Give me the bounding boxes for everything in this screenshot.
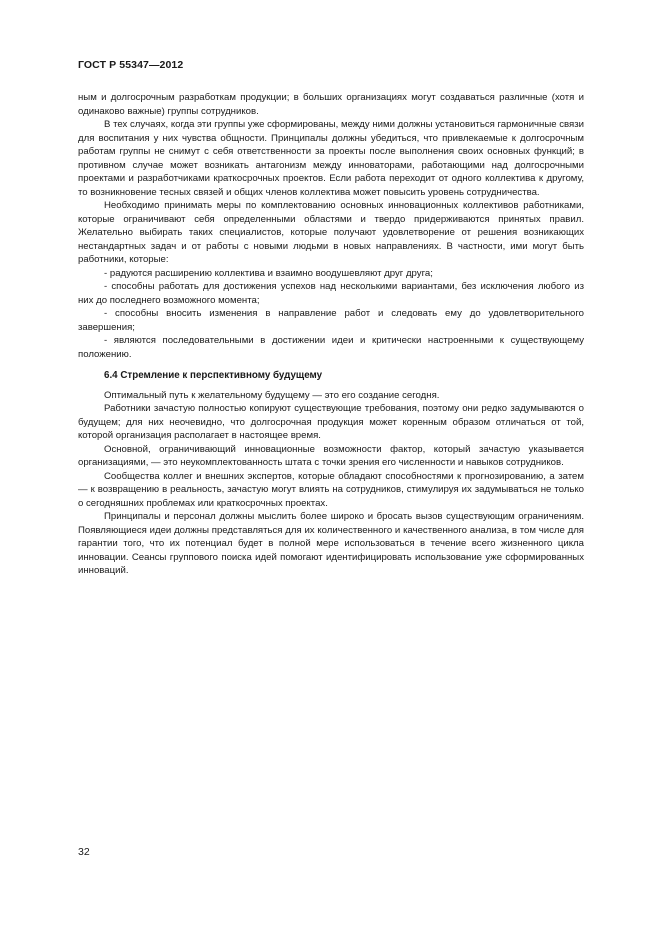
paragraph: Работники зачастую полностью копируют существующие требования, поэтому они редко задумываются о будущем; для них неочевидно, что долгосрочная продукция может коренным образом отличаться от той, которой организация располагает в настоящее время.	[78, 403, 584, 441]
list-item: - радуются расширению коллектива и взаимно воодушевляют друг друга;	[104, 267, 433, 279]
paragraph: Сообщества коллег и внешних экспертов, которые обладают способностями к прогнозированию, а затем — к возвращению в реальность, зачастую могут влиять на сотрудников, стимулируя их задумываться не только о сегодняшних проблемах или краткосрочных проектах.	[78, 470, 584, 509]
paragraph: Необходимо принимать меры по комплектованию основных инновационных коллективов работниками, которые ограничивают себя определенными областями и твердо придерживаются принятых правил. Желательно выбирать таких специалистов, которые получают удовлетворение от решения возникающих нестандартных задач и от работы с новыми людьми в новых направлениях. В частности, ими могут быть работники, которые:	[78, 200, 584, 265]
document-header: ГОСТ Р 55347—2012	[78, 59, 184, 71]
paragraph: Оптимальный путь к желательному будущему — это его создание сегодня.	[104, 389, 440, 401]
list-item: - являются последовательными в достижении идеи и критически настроенными к существующему положению.	[78, 335, 584, 360]
paragraph: Принципалы и персонал должны мыслить более широко и бросать вызов существующим ограничениям. Появляющиеся идеи должны представляться для их количественного и качественного анализа, в том числе для гарантии того, что их потенциал будет в полной мере использоваться в течение всего жизненного цикла инновации. Сеансы группового поиска идей помогают идентифицировать использование уже сформированных инноваций.	[78, 511, 584, 576]
paragraph: ным и долгосрочным разработкам продукции; в больших организациях могут создаваться различные (хотя и одинаково важные) группы сотрудников.	[78, 92, 584, 117]
paragraph: Основной, ограничивающий инновационные возможности фактор, который зачастую указывается организациями, — это неукомплектованность штата с точки зрения его численности и навыков сотрудников.	[78, 443, 584, 468]
section-heading: 6.4 Стремление к перспективному будущему	[104, 370, 323, 381]
page-number: 32	[78, 846, 90, 858]
paragraph: В тех случаях, когда эти группы уже сформированы, между ними должны установиться гармоничные связи для воспитания у них чувства общности. Принципалы должны убедиться, что привлекаемые к долгосрочным работам группы не снимут с себя ответственности за проекты после выполнения своих основных функций; в противном случае может возникать антагонизм между инноваторами, работающими над долгосрочными проектами и разработчиками краткосрочных проектов. Если работа переходит от одного коллектива к другому, то возникновение тесных связей и общих членов коллектива может повысить уровень сотрудничества.	[78, 119, 584, 198]
list-item: - способны работать для достижения успехов над несколькими вариантами, без исключения любого из них до последнего возможного момента;	[78, 281, 584, 306]
list-item: - способны вносить изменения в направление работ и следовать ему до удовлетворительного завершения;	[78, 308, 584, 333]
document-body	[78, 91, 584, 578]
